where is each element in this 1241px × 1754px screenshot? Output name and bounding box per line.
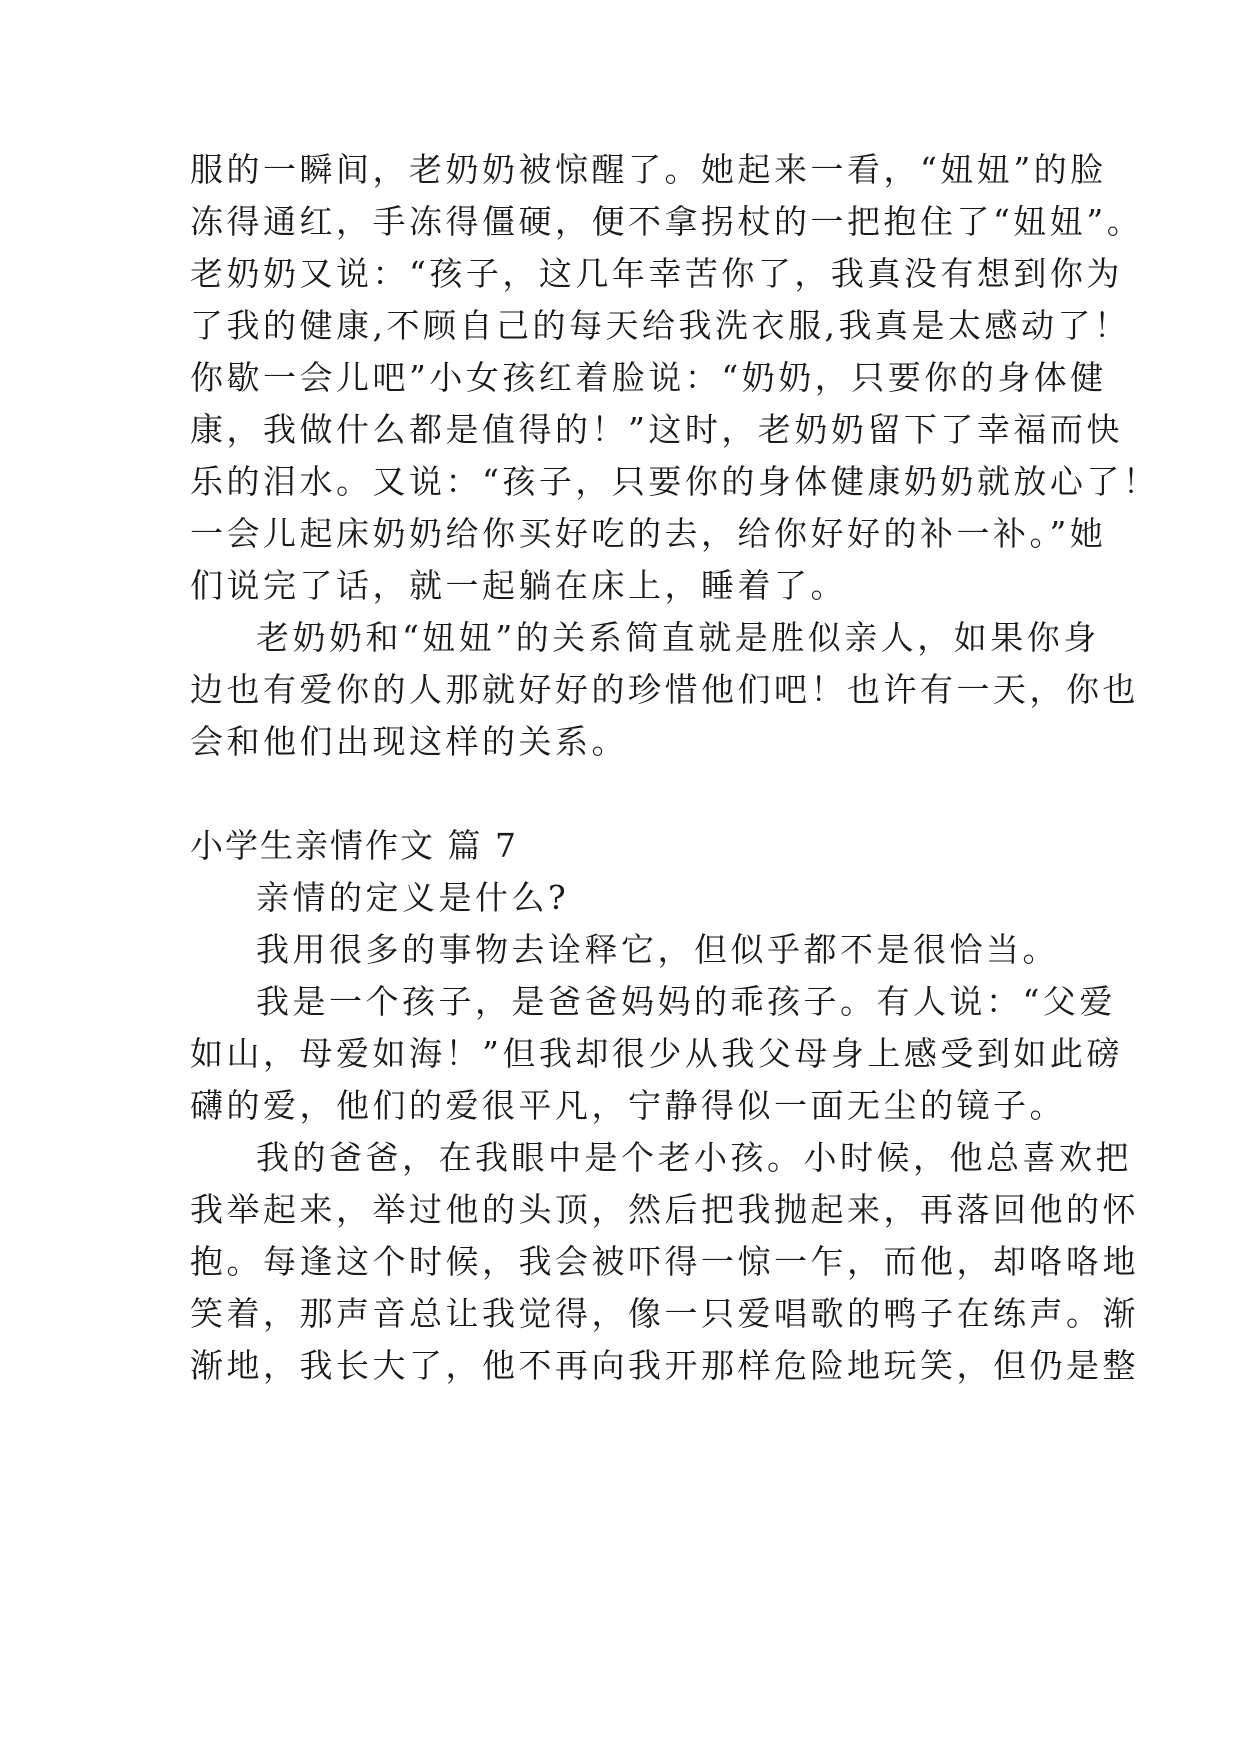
paragraph-line: 如山，母爱如海！”但我却很少从我父母身上感受到如此磅	[190, 1034, 1123, 1073]
paragraph-line: 一会儿起床奶奶给你买好吃的去，给你好好的补一补。”她	[190, 514, 1107, 553]
paragraph-line: 抱。每逢这个时候，我会被吓得一惊一乍，而他，却咯咯地	[190, 1242, 1139, 1281]
paragraph-line: 亲情的定义是什么?	[256, 878, 570, 917]
paragraph-line: 我的爸爸，在我眼中是个老小孩。小时候，他总喜欢把	[256, 1138, 1132, 1177]
paragraph-line: 服的一瞬间，老奶奶被惊醒了。她起来一看，“妞妞”的脸	[190, 150, 1107, 189]
paragraph-line: 康，我做什么都是值得的！”这时，老奶奶留下了幸福而快	[190, 410, 1123, 449]
paragraph-line: 渐地，我长大了，他不再向我开那样危险地玩笑，但仍是整	[190, 1346, 1139, 1385]
paragraph-line: 边也有爱你的人那就好好的珍惜他们吧！也许有一天，你也	[190, 670, 1139, 709]
paragraph-line: 冻得通红，手冻得僵硬，便不拿拐杖的一把抱住了“妞妞”。	[190, 202, 1144, 241]
paragraph-line: 我是一个孩子，是爸爸妈妈的乖孩子。有人说：“父爱	[256, 982, 1116, 1021]
paragraph-line: 会和他们出现这样的关系。	[190, 722, 628, 761]
section-title: 小学生亲情作文 篇 7	[190, 826, 518, 865]
paragraph-line: 我用很多的事物去诠释它，但似乎都不是很恰当。	[256, 930, 1059, 969]
paragraph-line: 老奶奶又说：“孩子，这几年幸苦你了，我真没有想到你为	[190, 254, 1123, 293]
paragraph-line: 老奶奶和“妞妞”的关系简直就是胜似亲人，如果你身	[256, 618, 1100, 657]
paragraph-line: 我举起来，举过他的头顶，然后把我抛起来，再落回他的怀	[190, 1190, 1139, 1229]
paragraph-line: 礴的爱，他们的爱很平凡，宁静得似一面无尘的镜子。	[190, 1086, 1066, 1125]
paragraph-line: 笑着，那声音总让我觉得，像一只爱唱歌的鸭子在练声。渐	[190, 1294, 1139, 1333]
paragraph-line: 们说完了话，就一起躺在床上，睡着了。	[190, 566, 847, 605]
paragraph-line: 你歇一会儿吧”小女孩红着脸说：“奶奶，只要你的身体健	[190, 358, 1107, 397]
paragraph-line: 了我的健康,不顾自己的每天给我洗衣服,我真是太感动了！	[190, 306, 1131, 345]
paragraph-line: 乐的泪水。又说：“孩子，只要你的身体健康奶奶就放心了！	[190, 462, 1160, 501]
